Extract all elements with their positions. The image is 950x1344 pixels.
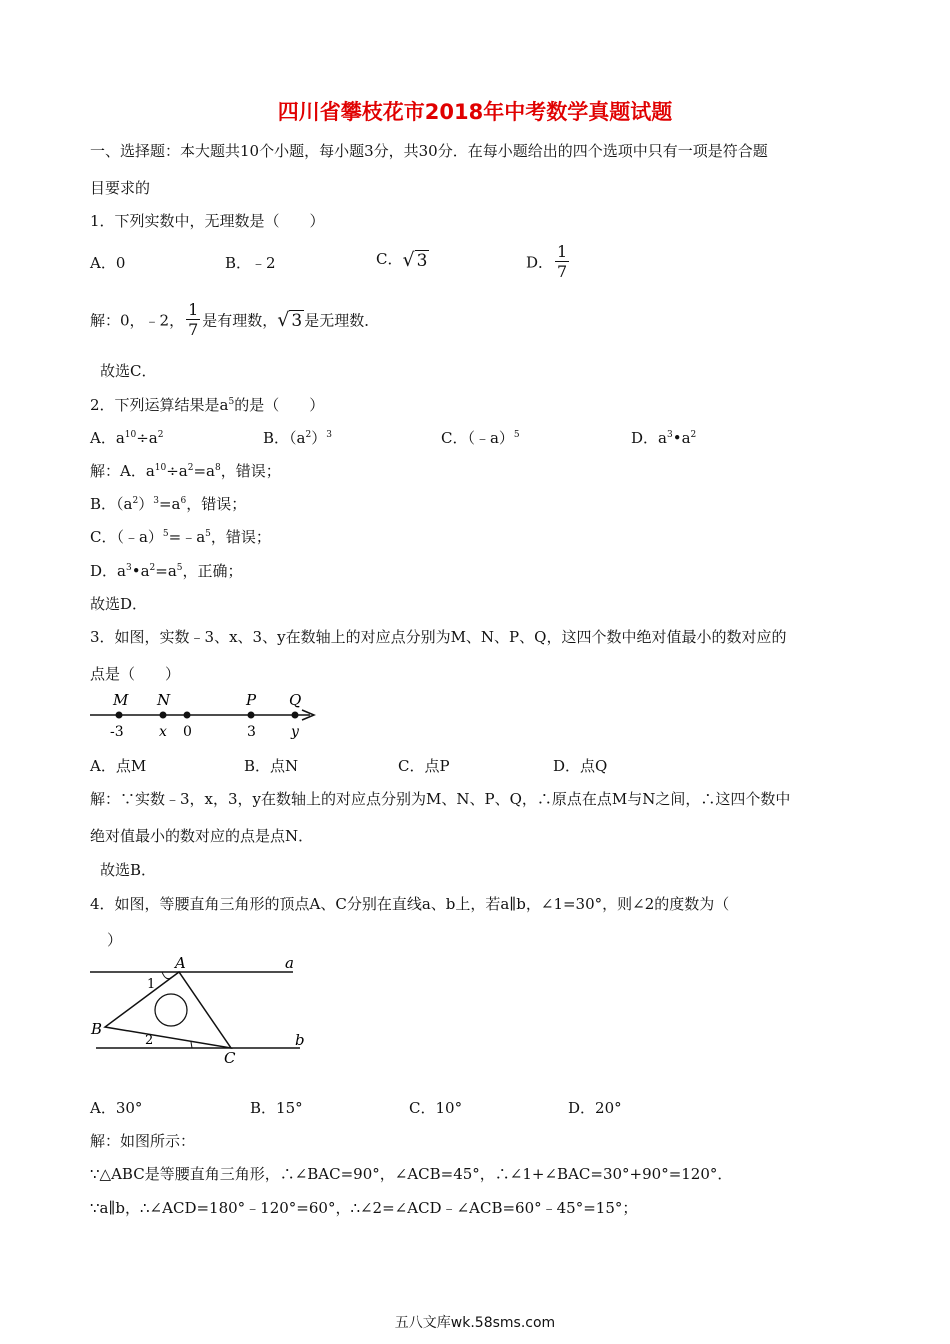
q4-stem-line2: ） bbox=[107, 931, 123, 949]
label-q: Q bbox=[289, 691, 302, 709]
line-b-label: b bbox=[295, 1031, 305, 1049]
value-x: x bbox=[159, 724, 167, 740]
q1-option-c: C．√ 3 bbox=[376, 249, 428, 271]
q4-option-c: C．10° bbox=[409, 1099, 463, 1117]
q3-option-a: A．点M bbox=[90, 757, 147, 775]
q4-solution-intro: 解：如图所示： bbox=[90, 1132, 196, 1150]
q2-solution-a: 解：A．$a^{10}\div a^2=a^8$，错误； bbox=[90, 462, 281, 480]
q2-solution-b: B．$(a^2)^3=a^6$，错误； bbox=[90, 495, 247, 513]
value-minus-three: -3 bbox=[110, 724, 124, 740]
q3-option-d: D．点Q bbox=[553, 757, 608, 775]
triangle-figure bbox=[88, 952, 308, 1067]
q1-stem: 1．下列实数中，无理数是（ ） bbox=[90, 212, 325, 230]
angle-1-label: 1 bbox=[147, 977, 156, 992]
label-p: P bbox=[246, 691, 257, 709]
q4-solution-line2: ∵a∥b，∴∠ACD=180°﹣120°=60°，∴∠2=∠ACD﹣∠ACB=60°﹣45°=15°； bbox=[90, 1199, 638, 1217]
point-p-dot bbox=[248, 712, 255, 719]
line-a-label: a bbox=[285, 954, 294, 972]
q4-option-a: A．30° bbox=[90, 1099, 143, 1117]
point-n-dot bbox=[160, 712, 167, 719]
label-m: M bbox=[113, 691, 129, 709]
q1-option-a: A．0 bbox=[90, 254, 126, 272]
q2-stem: 2．下列运算结果是$a^5$的是（ ） bbox=[90, 396, 325, 414]
angle-2-label: 2 bbox=[145, 1033, 154, 1048]
number-line-figure bbox=[88, 688, 323, 743]
q4-option-d: D．20° bbox=[568, 1099, 622, 1117]
q2-option-c: C．（﹣a）$^5$ bbox=[441, 429, 520, 447]
triangle-inner-circle bbox=[155, 994, 187, 1026]
q4-stem-line1: 4．如图，等腰直角三角形的顶点A、C分别在直线a、b上，若a∥b，∠1=30°，则∠2的度数为（ bbox=[90, 895, 730, 913]
label-n: N bbox=[157, 691, 171, 709]
footer-watermark: 五八文库wk.58sms.com bbox=[394, 1315, 556, 1331]
point-q-dot bbox=[292, 712, 299, 719]
q1-answer: 故选C． bbox=[100, 362, 157, 380]
q1-option-d: D． $\frac{1}{7}$ bbox=[526, 242, 568, 281]
q4-solution-line1: ∵△ABC是等腰直角三角形，∴∠BAC=90°，∠ACB=45°，∴∠1+∠BAC=30°+90°=120°． bbox=[90, 1165, 733, 1183]
q4-option-b: B．15° bbox=[250, 1099, 303, 1117]
q3-option-b: B．点N bbox=[244, 757, 299, 775]
q1-option-b: B．﹣2 bbox=[225, 254, 276, 272]
triangle-abc bbox=[105, 972, 231, 1048]
angle-1-arc bbox=[162, 972, 172, 979]
section-heading-line2: 目要求的 bbox=[90, 179, 151, 197]
origin-dot bbox=[184, 712, 191, 719]
vertex-a-label: A bbox=[175, 954, 186, 972]
vertex-c-label: C bbox=[224, 1049, 236, 1067]
q3-solution-line2: 绝对值最小的数对应的点是点N． bbox=[90, 827, 314, 845]
point-m-dot bbox=[116, 712, 123, 719]
q2-option-a: A．$a^{10}\div a^2$ bbox=[90, 429, 164, 447]
q3-solution-line1: 解：∵实数﹣3，x，3，y在数轴上的对应点分别为M、N、P、Q，∴原点在点M与N之间，∴这四个数中 bbox=[90, 790, 791, 808]
page-title: 四川省攀枝花市2018年中考数学真题试题 bbox=[277, 100, 673, 124]
value-zero: 0 bbox=[183, 724, 192, 740]
section-heading-line1: 一、选择题：本大题共10个小题，每小题3分，共30分．在每小题给出的四个选项中只有一项是符合题 bbox=[90, 142, 768, 160]
q2-solution-d: D．$a^3•a^2=a^5$，正确； bbox=[90, 562, 243, 580]
value-y: y bbox=[291, 724, 299, 740]
q2-answer: 故选D． bbox=[90, 595, 148, 613]
q2-option-b: B．$(a^2)^3$ bbox=[263, 429, 332, 447]
q3-stem-line1: 3．如图，实数﹣3、x、3、y在数轴上的对应点分别为M、N、P、Q，这四个数中绝对值最小的数对应的 bbox=[90, 628, 787, 646]
q2-solution-c: C．$(﹣a)^5=﹣a^5$，错误； bbox=[90, 528, 271, 546]
angle-2-mark bbox=[191, 1042, 192, 1048]
q3-option-c: C．点P bbox=[398, 757, 450, 775]
q3-stem-line2: 点是（ ） bbox=[90, 665, 181, 683]
value-three: 3 bbox=[247, 724, 256, 740]
q1-solution: 解：0，﹣2， $\frac{1}{7}$ 是有理数，√ 3 是无理数． bbox=[90, 300, 380, 339]
q3-answer: 故选B． bbox=[100, 861, 157, 879]
vertex-b-label: B bbox=[91, 1020, 103, 1038]
q2-option-d: D．$a^3•a^2$ bbox=[631, 429, 697, 447]
